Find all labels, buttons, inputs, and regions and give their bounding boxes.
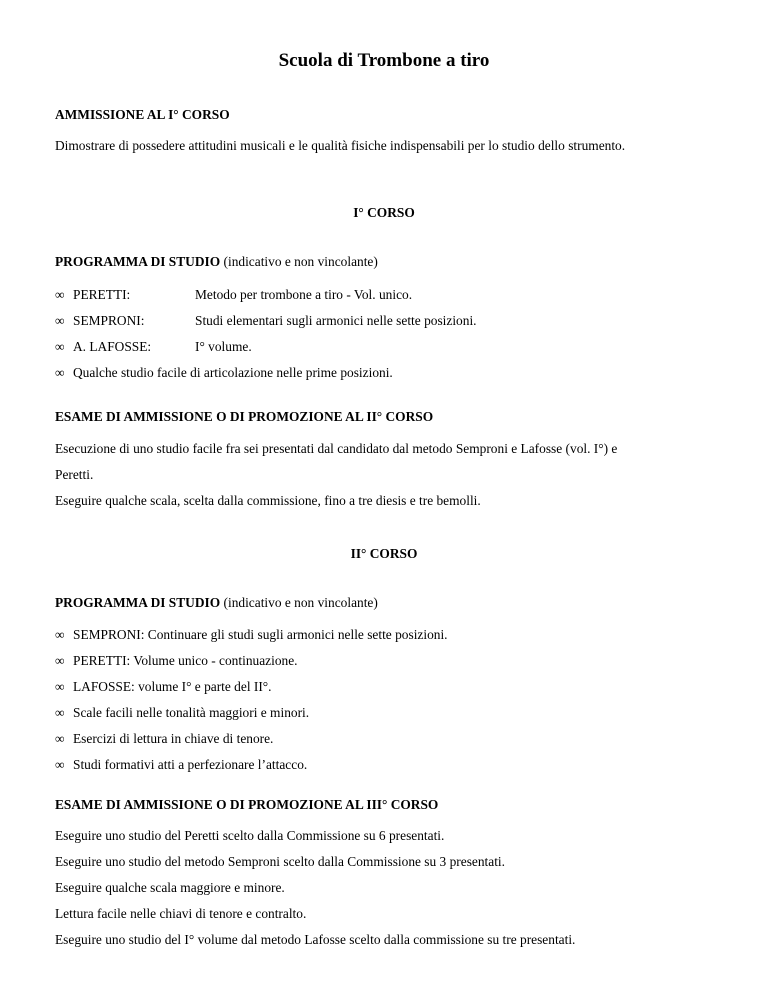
corso1-heading: I° CORSO — [353, 205, 415, 220]
corso2-esame-line: Eseguire uno studio del Peretti scelto dalla Commissione su 6 presentati. — [55, 828, 445, 843]
corso1-esame-line: Peretti. — [55, 467, 94, 482]
corso2-item — [55, 627, 448, 643]
item-text: Esercizi di lettura in chiave di tenore. — [73, 731, 274, 746]
ammissione-heading: AMMISSIONE AL I° CORSO — [55, 107, 230, 122]
infinity-bullet-icon: ∞ — [55, 653, 65, 668]
page-title: Scuola di Trombone a tiro — [278, 50, 490, 71]
infinity-bullet-icon: ∞ — [55, 731, 65, 746]
infinity-bullet-icon: ∞ — [55, 627, 65, 642]
item-desc: Qualche studio facile di articolazione nelle prime posizioni. — [73, 365, 393, 380]
item-text: LAFOSSE: volume I° e parte del II°. — [73, 679, 272, 694]
item-text: PERETTI: Volume unico - continuazione. — [73, 653, 298, 668]
programma-note: (indicativo e non vincolante) — [223, 254, 378, 269]
corso1-item — [55, 287, 412, 303]
item-desc: Studi elementari sugli armonici nelle sette posizioni. — [195, 313, 477, 328]
corso1-item — [55, 339, 252, 355]
corso2-item — [55, 679, 272, 695]
corso2-item — [55, 705, 309, 721]
infinity-bullet-icon: ∞ — [55, 705, 65, 720]
corso1-esame-heading: ESAME DI AMMISSIONE O DI PROMOZIONE AL II° CORSO — [55, 409, 434, 424]
programma-note: (indicativo e non vincolante) — [223, 595, 378, 610]
infinity-bullet-icon: ∞ — [55, 287, 65, 302]
ammissione-text: Dimostrare di possedere attitudini musicali e le qualità fisiche indispensabili per lo studio dello strumento. — [55, 138, 626, 153]
corso2-esame-line: Eseguire uno studio del I° volume dal metodo Lafosse scelto dalla commissione su tre presentati. — [55, 932, 576, 947]
programma-label: PROGRAMMA DI STUDIO — [55, 595, 221, 610]
corso2-esame-line: Eseguire uno studio del metodo Semproni scelto dalla Commissione su 3 presentati. — [55, 854, 506, 869]
infinity-bullet-icon: ∞ — [55, 313, 65, 328]
infinity-bullet-icon: ∞ — [55, 757, 65, 772]
corso1-esame-line: Eseguire qualche scala, scelta dalla commissione, fino a tre diesis e tre bemolli. — [55, 493, 481, 508]
programma-label: PROGRAMMA DI STUDIO — [55, 254, 221, 269]
item-name: A. LAFOSSE: — [73, 339, 152, 354]
corso2-heading: II° CORSO — [350, 546, 418, 561]
corso2-programma — [55, 595, 378, 611]
corso2-item — [55, 653, 298, 669]
item-text: Studi formativi atti a perfezionare l’attacco. — [73, 757, 308, 772]
corso2-item — [55, 757, 307, 773]
item-desc: I° volume. — [195, 339, 252, 354]
corso1-esame-line: Esecuzione di uno studio facile fra sei presentati dal candidato dal metodo Semproni e Lafosse (vol. I°) e — [55, 441, 618, 456]
item-desc: Metodo per trombone a tiro - Vol. unico. — [195, 287, 413, 302]
corso2-esame-line: Eseguire qualche scala maggiore e minore. — [55, 880, 285, 895]
infinity-bullet-icon: ∞ — [55, 339, 65, 354]
corso1-item — [55, 313, 477, 329]
corso2-esame-line: Lettura facile nelle chiavi di tenore e contralto. — [55, 906, 307, 921]
item-name: PERETTI: — [73, 287, 131, 302]
infinity-bullet-icon: ∞ — [55, 365, 65, 380]
corso1-item — [55, 365, 393, 381]
corso2-esame-heading: ESAME DI AMMISSIONE O DI PROMOZIONE AL III° CORSO — [55, 797, 439, 812]
item-text: SEMPRONI: Continuare gli studi sugli armonici nelle sette posizioni. — [73, 627, 448, 642]
item-text: Scale facili nelle tonalità maggiori e minori. — [73, 705, 310, 720]
corso1-programma — [55, 254, 378, 270]
infinity-bullet-icon: ∞ — [55, 679, 65, 694]
corso2-item — [55, 731, 273, 747]
item-name: SEMPRONI: — [73, 313, 145, 328]
